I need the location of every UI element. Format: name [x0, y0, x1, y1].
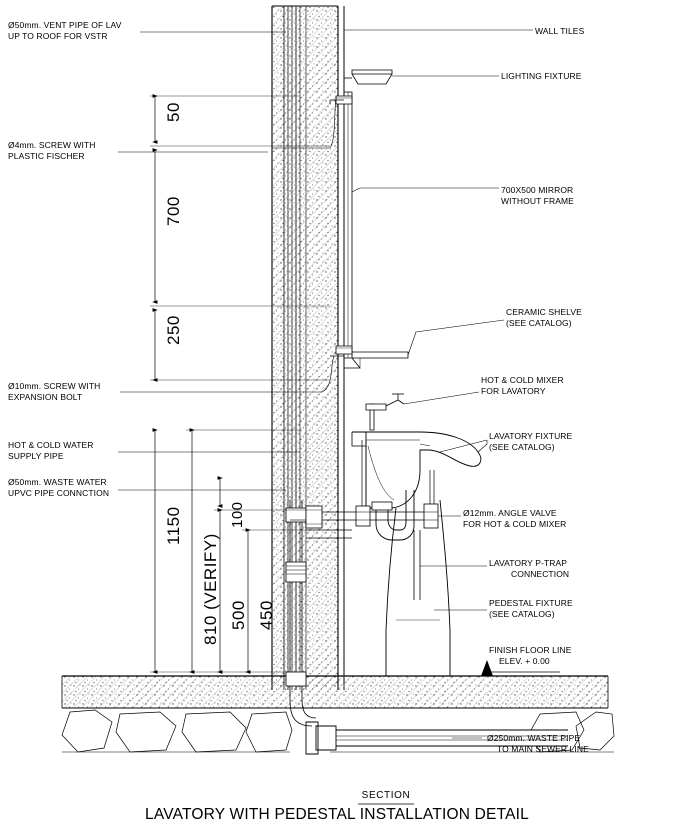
label-main-waste-pipe-line1: Ø250mm. WASTE PIPE	[487, 733, 581, 743]
dimension-700: 700	[164, 196, 183, 226]
label-water-supply	[8, 440, 94, 462]
label-lighting-fixture	[501, 71, 581, 82]
label-waste-water-line2: UPVC PIPE CONNCTION	[8, 488, 110, 498]
label-vent-pipe-line2: UP TO ROOF FOR VSTR	[8, 31, 108, 41]
dimension-100: 100	[229, 501, 246, 528]
label-screw-expansion-line2: EXPANSION BOLT	[8, 392, 83, 402]
lighting-fixture	[344, 70, 499, 84]
label-angle-valve-line1: Ø12mm. ANGLE VALVE	[463, 508, 557, 518]
label-angle-valve	[463, 508, 566, 530]
label-wall-tiles	[535, 26, 584, 37]
view-label: SECTION	[361, 790, 411, 801]
label-screw-expansion-line1: Ø10mm. SCREW WITH	[8, 381, 101, 391]
label-vent-pipe-line1: Ø50mm. VENT PIPE OF LAV	[8, 20, 122, 30]
dimension-500: 500	[229, 600, 248, 630]
mirror	[336, 92, 499, 358]
label-lavatory-fixture	[489, 431, 572, 453]
label-p-trap-line2: CONNECTION	[511, 569, 570, 579]
dimension-810-verify: 810 (VERIFY)	[201, 533, 220, 645]
lavatory-fixture	[352, 432, 487, 508]
label-pedestal-fixture	[489, 598, 573, 620]
dimension-250: 250	[164, 315, 183, 345]
label-mirror	[501, 185, 574, 207]
label-finish-floor-line	[489, 645, 571, 667]
label-main-waste-pipe-line2: TO MAIN SEWER LINE	[497, 744, 589, 754]
label-finish-floor-line2: ELEV. + 0.00	[499, 656, 550, 666]
label-waste-water-line1: Ø50mm. WASTE WATER	[8, 477, 107, 487]
ceramic-shelve	[344, 320, 504, 368]
drawing-title: LAVATORY WITH PEDESTAL INSTALLATION DETAIL	[145, 806, 529, 823]
label-p-trap-line1: LAVATORY P-TRAP	[489, 558, 568, 568]
label-lighting-fixture-line1: LIGHTING FIXTURE	[501, 71, 582, 81]
label-mirror-line2: WITHOUT FRAME	[501, 196, 574, 206]
label-angle-valve-line2: FOR HOT & COLD MIXER	[463, 519, 567, 529]
hot-cold-mixer	[366, 392, 479, 430]
label-ceramic-shelve-line1: CERAMIC SHELVE	[506, 307, 582, 317]
label-hot-cold-mixer	[481, 375, 564, 397]
label-finish-floor-line1: FINISH FLOOR LINE	[489, 645, 572, 655]
label-screw-fischer	[8, 140, 96, 162]
label-wall-tiles-line1: WALL TILES	[535, 26, 585, 36]
label-water-supply-line1: HOT & COLD WATER	[8, 440, 94, 450]
label-hot-cold-mixer-line2: FOR LAVATORY	[481, 386, 546, 396]
dimension-50: 50	[164, 102, 183, 122]
label-hot-cold-mixer-line1: HOT & COLD MIXER	[481, 375, 564, 385]
label-ceramic-shelve	[506, 307, 582, 329]
leader-left	[118, 32, 298, 490]
label-lavatory-fixture-line1: LAVATORY FIXTURE	[489, 431, 573, 441]
label-waste-water	[8, 477, 109, 499]
label-ceramic-shelve-line2: (SEE CATALOG)	[506, 318, 572, 328]
label-screw-fischer-line2: PLASTIC FISCHER	[8, 151, 85, 161]
label-pedestal-fixture-line1: PEDESTAL FIXTURE	[489, 598, 573, 608]
dimension-450: 450	[257, 600, 276, 630]
label-p-trap	[489, 558, 569, 580]
label-mirror-line1: 700X500 MIRROR	[501, 185, 574, 195]
label-lavatory-fixture-line2: (SEE CATALOG)	[489, 442, 555, 452]
dimension-1150: 1150	[164, 506, 183, 545]
label-pedestal-fixture-line2: (SEE CATALOG)	[489, 609, 555, 619]
label-vent-pipe	[8, 20, 121, 42]
wall-section	[272, 6, 344, 690]
label-screw-expansion	[8, 381, 100, 403]
label-water-supply-line2: SUPPLY PIPE	[8, 451, 64, 461]
label-screw-fischer-line1: Ø4mm. SCREW WITH	[8, 140, 96, 150]
label-main-waste-pipe	[487, 733, 589, 755]
